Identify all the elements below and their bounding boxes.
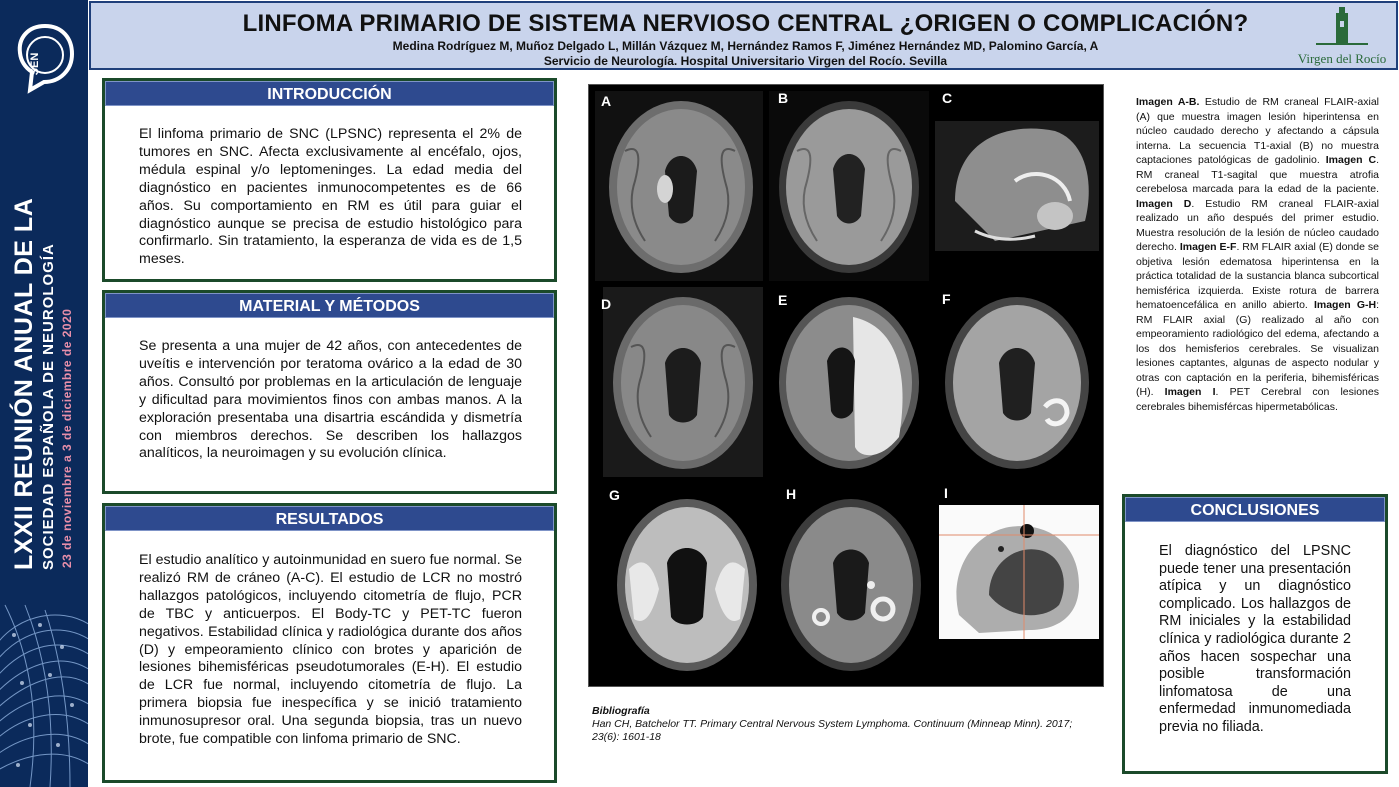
panel-label-i: I <box>944 485 948 501</box>
results-body: El estudio analítico y autoinmunidad en suero fue normal. Se realizó RM de cráneo (A-C). El estudio de LCR no mostró hallazgos patológicos, incluyendo citometría de flujo, PCR de TBC y anticuerpos. El Body-TC y PET-TC fueron negativos. Estabilidad clínica y radiológica durante dos años (D) y empeoramiento clínico con brotes y aparición de lesiones bihemisféricas pseudotumorales (E-H). El estudio de LCR fue normal, incluyendo citometría de flujo. La primera biopsia fue inespecífica y se inició tratamiento inmunosupresor oral. Una segunda biopsia, tras un nuevo brote, fue compatible con linfoma primario de SNC. <box>139 552 522 748</box>
caption-text-5: : RM FLAIR axial (G) realizado al año con empeoramiento radiológico del edema, afectando a los dos hemisferios cerebrales. Se visualizan lesiones captantes, algunas de aspecto nodular y otras con captación en la periferia, bihemisféricas (H). <box>1136 299 1379 398</box>
results-section <box>102 503 557 783</box>
conclusions-body: El diagnóstico del LPSNC puede tener una presentación atípica y un diagnóstico complicado. Los hallazgos de RM iniciales y la estabilidad clínica y radiológica durante 2 años hacen sospechar una posible transformación linfomatosa de una enfermedad inmunomediada previa no filiada. <box>1159 543 1351 735</box>
mri-scan-d <box>603 287 763 477</box>
hospital-logo-text: Virgen del Rocío <box>1297 51 1387 66</box>
panel-label-a: A <box>601 93 612 109</box>
figure-caption <box>1136 95 1379 414</box>
mri-scan-a <box>595 91 763 281</box>
conclusions-heading: CONCLUSIONES <box>1125 497 1385 522</box>
mri-scan-c <box>935 91 1099 281</box>
pet-scan-i <box>939 505 1099 639</box>
results-heading: RESULTADOS <box>105 506 554 531</box>
meeting-name-line1: REUNIÓN ANUAL DE LA <box>10 197 38 498</box>
mri-scan-b <box>769 91 929 281</box>
mri-scan-e <box>769 287 929 477</box>
caption-bold-4: Imagen E-F <box>1179 241 1237 253</box>
caption-bold-2: Imagen C <box>1325 154 1377 166</box>
conclusions-section <box>1122 494 1388 774</box>
bibliography-heading: Bibliografía <box>592 705 650 717</box>
institution: Servicio de Neurología. Hospital Universitario Virgen del Rocío. Sevilla <box>543 54 948 68</box>
caption-text-1: Estudio de RM craneal FLAIR-axial (A) que muestra imagen lesión hiperintensa en núcleo caudado derecho y afectando a cápsula interna. La secuencia T1-axial (B) no muestra captaciones patológicas de gadolinio. <box>1136 96 1379 166</box>
congress-sidebar <box>0 0 88 787</box>
introduction-section <box>102 78 557 282</box>
hospital-tower-icon <box>1296 7 1388 49</box>
mri-scan-f <box>935 287 1099 477</box>
bibliography <box>592 705 1102 744</box>
mri-scan-h <box>771 489 931 679</box>
mri-image-panel <box>588 84 1104 687</box>
methods-heading: MATERIAL Y MÉTODOS <box>105 293 554 318</box>
panel-label-g: G <box>609 487 620 503</box>
methods-section <box>102 290 557 494</box>
caption-bold-6: Imagen I <box>1164 386 1216 398</box>
authors: Medina Rodríguez M, Muñoz Delgado L, Millán Vázquez M, Hernández Ramos F, Jiménez Hernández MD, Palomino García, A <box>392 39 1099 53</box>
caption-text-4: . RM FLAIR axial (E) donde se objetiva lesión edematosa hiperintensa en la práctica totalidad de la sustancia blanca subcortical hemisférica izquierda. Existe rotura de barrera hematoencefálica en anillo abierto. <box>1136 241 1379 311</box>
caption-text-3: . Estudio RM craneal FLAIR-axial realizado un año después del primer estudio. Muestra resolución de la lesión de núcleo caudado derecho. <box>1136 197 1379 253</box>
panel-label-e: E <box>778 292 788 308</box>
meeting-number: LXXII REUNIÓN ANUAL DE LA <box>10 197 38 570</box>
mri-scan-g <box>609 489 765 679</box>
caption-bold-1: Imagen A-B. <box>1136 96 1200 108</box>
sen-acronym: SEN <box>29 52 41 76</box>
bibliography-reference: Han CH, Batchelor TT. Primary Central Nervous System Lymphoma. Continuum (Minneap Minn). 2017; 23(6): 1601-18 <box>592 718 1073 743</box>
hospital-logo <box>1296 7 1388 67</box>
meeting-name-line2: SOCIEDAD ESPAÑOLA DE NEUROLOGÍA <box>40 243 57 570</box>
introduction-body: El linfoma primario de SNC (LPSNC) representa el 2% de tumores en SNC. Afecta exclusivamente al encéfalo, ojos, médula espinal y/o leptomeninges. La edad media del diagnóstico en pacientes inmunocompetentes es de 66 años. Su comportamiento en RM es útil para guiar el diagnóstico aunque se precisa de estudio histológico para confirmarlo. Sin tratamiento, la esperanza de vida es de 1,5 meses. <box>139 126 522 268</box>
brain-decoration-icon <box>0 595 88 787</box>
sen-logo-icon <box>10 20 80 100</box>
panel-label-c: C <box>942 90 953 106</box>
caption-bold-5: Imagen G-H <box>1313 299 1377 311</box>
caption-bold-3: Imagen D <box>1136 197 1192 210</box>
panel-label-h: H <box>786 486 797 502</box>
panel-label-b: B <box>778 90 789 106</box>
panel-label-d: D <box>601 296 612 312</box>
meeting-dates: 23 de noviembre a 3 de diciembre de 2020 <box>60 308 74 568</box>
panel-label-f: F <box>942 291 951 307</box>
introduction-heading: INTRODUCCIÓN <box>105 81 554 106</box>
caption-text-2: . RM craneal T1-sagital que muestra atrofia cerebelosa marcada para la edad de la paciente. <box>1136 154 1379 195</box>
methods-body: Se presenta a una mujer de 42 años, con antecedentes de uveítis e intervención por teratoma ovárico a la edad de 30 años. Consultó por problemas en la articulación de lenguaje y dificultad para movimientos finos con ambas manos. A la exploración presentaba una disartria escándida y dismetría con miembros derechos. Se describen los hallazgos analíticos, la neuroimagen y su evolución clínica. <box>139 338 522 462</box>
poster-header <box>89 1 1398 70</box>
caption-text-6: . PET Cerebral con lesiones cerebrales bihemisfércas hipermetabólicas. <box>1136 386 1379 413</box>
poster-title: LINFOMA PRIMARIO DE SISTEMA NERVIOSO CENTRAL ¿ORIGEN O COMPLICACIÓN? <box>242 10 1249 37</box>
